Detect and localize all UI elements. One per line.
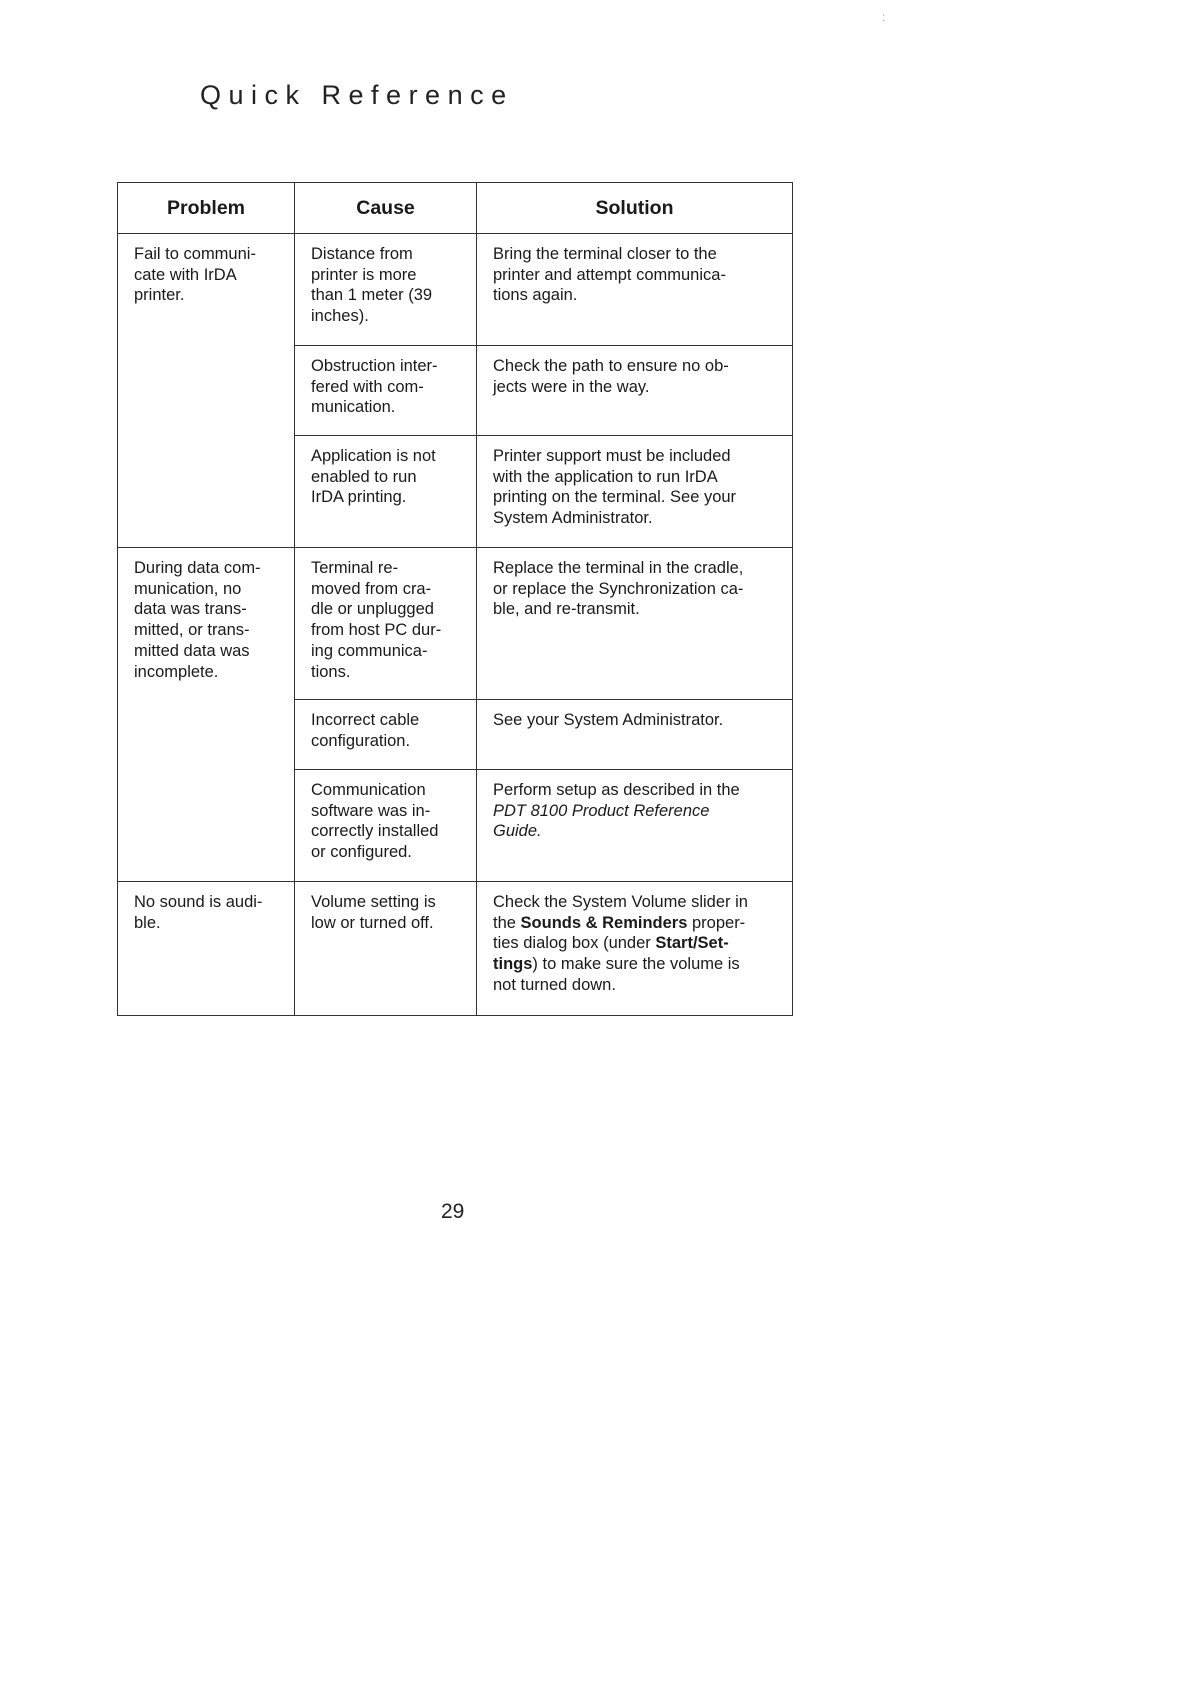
running-head-title: Q u i c k R e f e r e n c e	[200, 80, 507, 110]
page-number: 29	[441, 1200, 465, 1223]
solution-text: See your System Administrator.	[493, 711, 724, 729]
solution-cell	[477, 700, 793, 770]
problem-cell	[118, 548, 295, 882]
solution-cell	[477, 346, 793, 436]
table-row	[118, 548, 793, 700]
scan-mark: :	[882, 10, 886, 24]
solution-text	[493, 780, 778, 842]
solution-text: Replace the terminal in the cradle, or replace the Synchronization ca- ble, and re-transmit.	[493, 559, 744, 619]
cause-text: Distance from printer is more than 1 meter (39 inches).	[311, 245, 433, 326]
problem-text: Fail to communi- cate with IrDA printer.	[134, 245, 256, 305]
column-header-problem: Problem	[118, 183, 295, 234]
problem-text: During data com- munication, no data was trans- mitted, or trans- mitted data was incomplete.	[134, 559, 261, 681]
cause-text: Incorrect cable configuration.	[311, 711, 420, 750]
solution-text: Printer support must be included with the application to run IrDA printing on the terminal. See your System Administrator.	[493, 447, 737, 528]
solution-text: Bring the terminal closer to the printer and attempt communica- tions again.	[493, 245, 726, 305]
problem-cell	[118, 234, 295, 548]
cause-text: Application is not enabled to run IrDA printing.	[311, 447, 436, 507]
cause-cell	[295, 548, 477, 700]
column-header-cause: Cause	[295, 183, 477, 234]
cause-cell	[295, 346, 477, 436]
solution-cell	[477, 234, 793, 346]
problem-text: No sound is audi- ble.	[134, 893, 263, 932]
cause-cell	[295, 234, 477, 346]
table-row	[118, 234, 793, 346]
cause-text: Obstruction inter- fered with com- munication.	[311, 357, 438, 417]
solution-cell	[477, 770, 793, 882]
problem-cell	[118, 882, 295, 1016]
solution-part: proper- ties dialog box (under	[493, 913, 746, 953]
solution-cell	[477, 436, 793, 548]
solution-prefix: Perform setup as described in the	[493, 781, 740, 799]
table-row	[118, 882, 793, 1016]
cause-text: Communication software was in- correctly installed or configured.	[311, 781, 439, 862]
cause-cell	[295, 882, 477, 1016]
solution-text: Check the path to ensure no ob- jects were in the way.	[493, 357, 729, 396]
document-title-reference: PDT 8100 Product Reference Guide.	[493, 801, 710, 841]
column-header-solution: Solution	[477, 183, 793, 234]
cause-text: Terminal re- moved from cra- dle or unplugged from host PC dur- ing communica- tions.	[311, 559, 442, 681]
ui-term-start-settings: Start/Set- tings	[493, 934, 729, 974]
solution-cell	[477, 882, 793, 1016]
troubleshooting-table	[117, 182, 793, 1016]
solution-part: Check the System Volume slider in the	[493, 893, 748, 932]
cause-cell	[295, 436, 477, 548]
ui-term-sounds-reminders: Sounds & Reminders	[520, 913, 688, 932]
solution-cell	[477, 548, 793, 700]
table-header-row	[118, 183, 793, 234]
cause-text: Volume setting is low or turned off.	[311, 893, 436, 932]
cause-cell	[295, 700, 477, 770]
solution-text	[493, 892, 778, 996]
cause-cell	[295, 770, 477, 882]
solution-part: ) to make sure the volume is not turned down.	[493, 955, 740, 994]
